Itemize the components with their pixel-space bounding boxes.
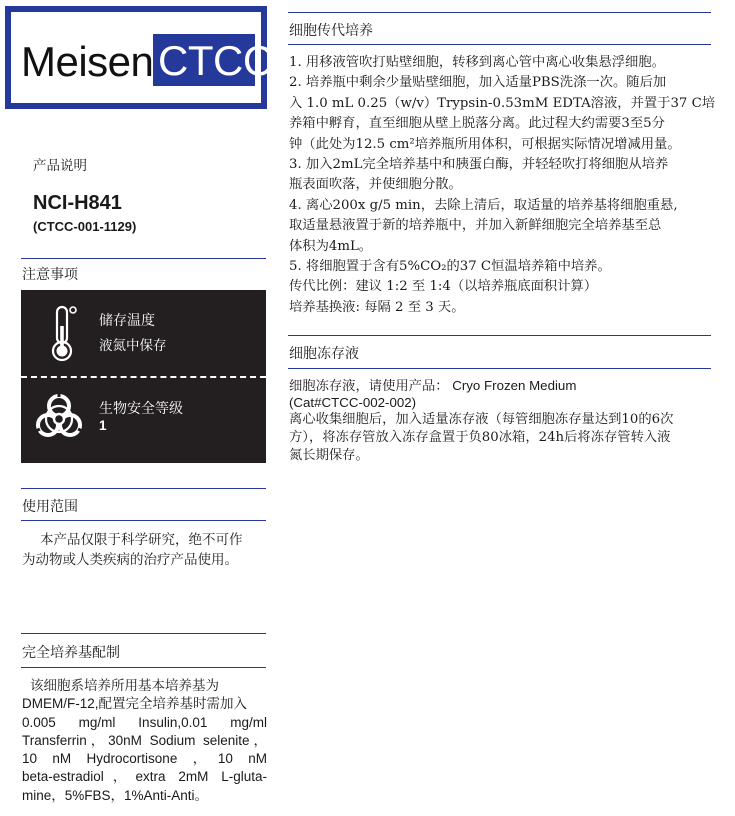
medium-line: 10 nM Hydrocortisone ，10 nM [22, 751, 267, 767]
medium-line: mine，5%FBS，1%Anti-Anti。 [22, 787, 209, 803]
notes-top-rule [21, 258, 266, 259]
passage-line: 养箱中孵育，直至细胞从壁上脱落分离。此过程大约需要3至5分 [289, 116, 665, 132]
freeze-top-rule [288, 335, 711, 336]
freeze-line: 方），将冻存管放入冻存盒置于负80冰箱，24h后将冻存管转入液 [289, 430, 671, 445]
medium-line: beta-estradiol，extra 2mM L-gluta- [22, 769, 267, 785]
freeze-bottom-rule [288, 368, 711, 369]
passage-line: 钟（此处为12.5 cm²培养瓶所用体积，可根据实际情况增减用量。 [289, 136, 681, 152]
scope-line: 为动物或人类疾病的治疗产品使用。 [22, 552, 238, 568]
medium-line: DMEM/F-12,配置完全培养基时需加入 [22, 696, 248, 712]
product-name: NCI-H841 [33, 192, 122, 214]
scope-top-rule [21, 488, 266, 489]
freeze-title: 细胞冻存液 [289, 345, 359, 361]
logo-mark-text: CTCC [158, 37, 273, 84]
passage-line: 入 1.0 mL 0.25（w/v）Trypsin-0.53mM EDTA溶液，并置于37 C培 [289, 95, 716, 111]
medium-body [22, 677, 267, 805]
passage-line: 2. 培养瓶中剩余少量贴壁细胞，加入适量PBS洗涤一次。随后加 [289, 75, 667, 91]
storage-value: 液氮中保存 [99, 338, 167, 353]
freeze-product-line: 细胞冻存液，请使用产品： Cryo Frozen Medium [289, 378, 577, 393]
passage-top-rule [288, 12, 711, 13]
product-code: (CTCC-001-1129) [33, 219, 137, 234]
biosafety-label: 生物安全等级 [99, 400, 183, 416]
scope-title: 使用范围 [22, 498, 78, 514]
biosafety-value: 1 [99, 418, 107, 433]
storage-label: 储存温度 [99, 312, 155, 328]
brand-logo [5, 6, 273, 109]
scope-line: 本产品仅限于科学研究，绝不可作 [40, 532, 243, 548]
product-section-label: 产品说明 [33, 158, 87, 173]
medium-top-rule [21, 633, 266, 634]
medium-line: 0.005 mg/ml Insulin,0.01 mg/ml [22, 714, 267, 730]
medium-line: Transferrin，30nM Sodium selenite， [22, 732, 267, 748]
freeze-body [289, 377, 719, 465]
freeze-line: 氮长期保存。 [289, 448, 369, 463]
passage-line: 体积为4mL。 [289, 238, 373, 254]
passage-line: 培养基换液: 每隔 2 至 3 天。 [289, 299, 465, 315]
freeze-catalog-line: (Cat#CTCC-002-002) [289, 395, 417, 410]
passage-bottom-rule [288, 44, 711, 45]
passage-line: 传代比例：建议 1:2 至 1:4（以培养瓶底面积计算） [289, 279, 598, 295]
notes-panel [21, 290, 266, 463]
passage-line: 3. 加入2mL完全培养基中和胰蛋白酶，并轻轻吹打将细胞从培养 [289, 157, 669, 173]
thermometer-icon [43, 304, 83, 364]
passage-line: 4. 离心200x g/5 min，去除上清后，取适量的培养基将细胞重悬, [289, 197, 678, 213]
biohazard-icon [31, 390, 87, 446]
logo-mark-box [153, 34, 273, 86]
passage-title: 细胞传代培养 [289, 22, 373, 38]
scope-bottom-rule [21, 520, 266, 521]
medium-line: 该细胞系培养所用基本培养基为 [30, 678, 219, 694]
passage-line: 1. 用移液管吹打贴壁细胞，转移到离心管中离心收集悬浮细胞。 [289, 55, 665, 70]
notes-title: 注意事项 [22, 266, 78, 282]
passage-body [289, 53, 719, 318]
passage-line: 取适量悬液置于新的培养瓶中，并加入新鲜细胞完全培养基至总 [289, 218, 662, 234]
medium-title: 完全培养基配制 [22, 644, 120, 660]
passage-line: 瓶表面吹落，并使细胞分散。 [289, 177, 462, 193]
passage-line: 5. 将细胞置于含有5%CO₂的37 C恒温培养箱中培养。 [289, 259, 611, 275]
logo-brand-text: Meisen [21, 38, 154, 85]
panel-divider [21, 376, 266, 378]
medium-bottom-rule [21, 667, 266, 668]
freeze-line: 离心收集细胞后，加入适量冻存液（每管细胞冻存量达到10的6次 [289, 412, 674, 427]
scope-body [22, 530, 272, 570]
